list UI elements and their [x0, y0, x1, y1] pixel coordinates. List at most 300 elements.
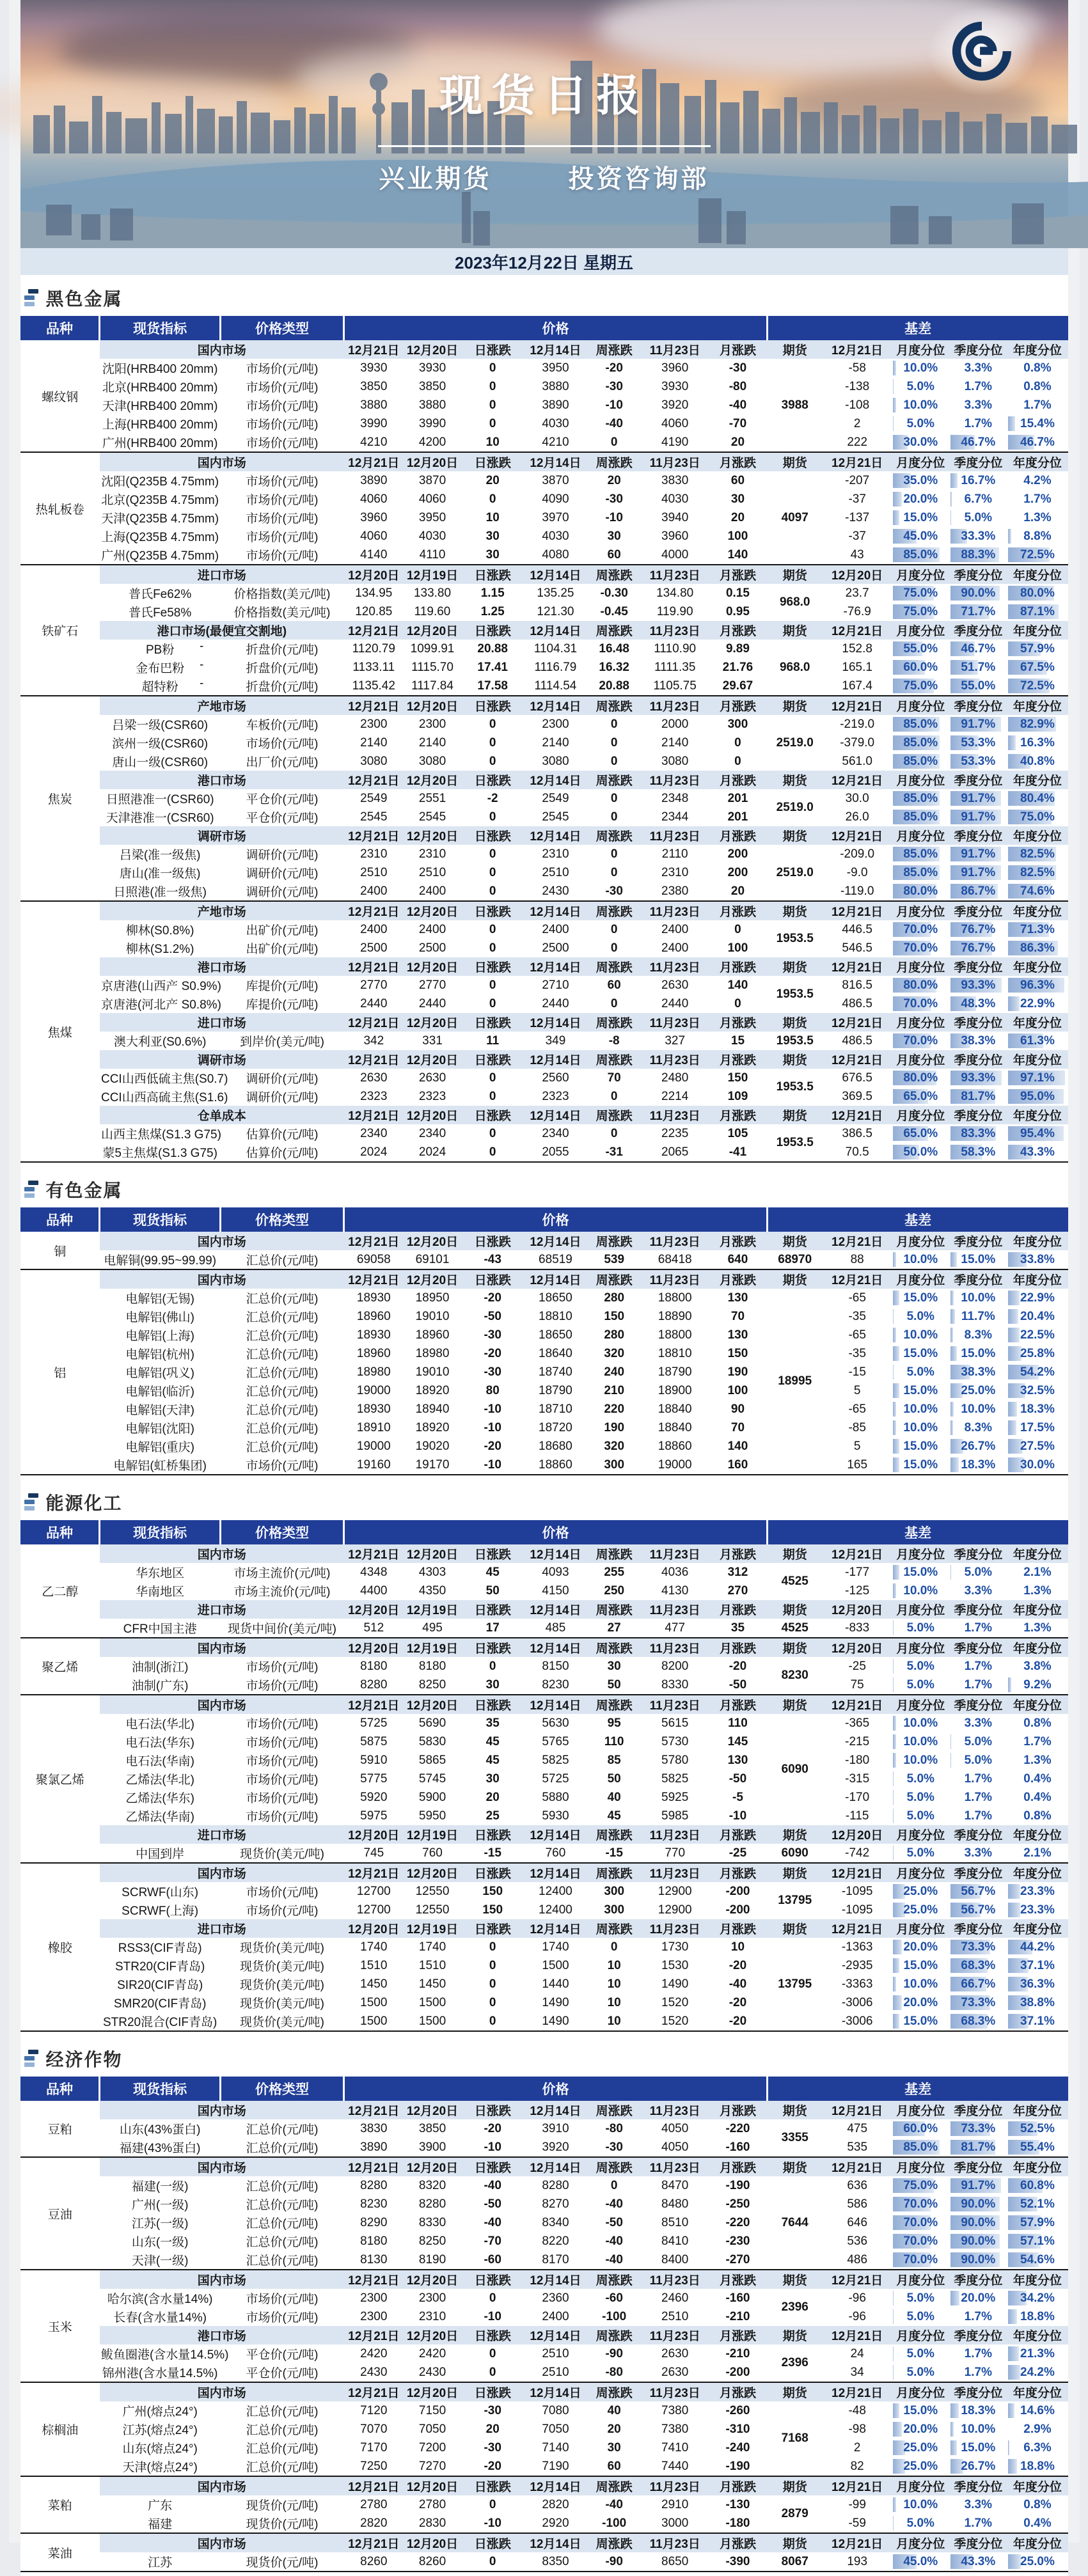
percentile-value: 22.9%: [1020, 1291, 1055, 1305]
month-change: 70: [709, 1418, 768, 1437]
percentile-value: 93.3%: [961, 978, 995, 992]
week-change: 320: [587, 1344, 642, 1363]
block-header-产地市场: [20, 696, 1068, 715]
block-col-11: 年度分位: [1007, 1638, 1068, 1657]
percentile-bar: [893, 2014, 899, 2029]
price-d1: 2323: [344, 1087, 404, 1106]
price-d14: 18790: [524, 1381, 587, 1400]
percentile-bar: [893, 416, 894, 431]
month-change: -390: [709, 2552, 768, 2572]
firm-name: 兴业期货: [379, 159, 492, 195]
week-change: 40: [587, 2401, 642, 2420]
price-d23: 18840: [642, 1418, 709, 1437]
week-change: -20: [587, 359, 642, 377]
block-col-11: 年度分位: [1007, 2476, 1068, 2495]
week-change: -50: [587, 2213, 642, 2232]
section-title: [23, 285, 1068, 311]
month-change: 640: [709, 1250, 768, 1269]
day-change: 25: [461, 1807, 524, 1825]
data-row: [20, 2552, 1068, 2572]
percentile-value: 45.0%: [903, 2555, 938, 2568]
yearly-percentile: [1007, 1418, 1068, 1437]
price-d1: 2780: [344, 2495, 404, 2514]
price-d2: 18980: [404, 1344, 461, 1363]
percentile-value: 5.0%: [907, 1846, 934, 1860]
price-d1: 12700: [344, 1901, 404, 1919]
price-d1: 3960: [344, 508, 404, 527]
block-col-11: 年度分位: [1007, 1863, 1068, 1882]
percentile-bar: [893, 1291, 899, 1305]
block-col-6: 月涨跌: [709, 1232, 768, 1250]
block-col-0: 12月21日: [344, 696, 404, 715]
quarterly-percentile: [949, 2552, 1007, 2572]
week-change: 0: [587, 939, 642, 957]
price-d23: 3960: [642, 359, 709, 377]
percentile-value: 70.0%: [903, 941, 938, 955]
market-label: 国内市场: [100, 2382, 344, 2401]
week-change: -40: [587, 2195, 642, 2213]
monthly-percentile: [892, 377, 949, 396]
price-d2: 19010: [404, 1363, 461, 1381]
day-change: -40: [461, 2213, 524, 2232]
variety-name: 乙二醇: [20, 1544, 100, 1638]
percentile-value: 1.7%: [965, 1772, 992, 1786]
block-col-7: 期货: [767, 1013, 823, 1032]
block-col-6: 月涨跌: [709, 2270, 768, 2289]
percentile-value: 57.9%: [1020, 642, 1055, 656]
block-col-2: 日涨跌: [461, 957, 524, 976]
block-col-2: 日涨跌: [461, 2157, 524, 2176]
price-d14: 18650: [524, 1326, 587, 1344]
percentile-bar: [950, 1565, 951, 1580]
month-change: 90: [709, 1400, 768, 1418]
month-change: -190: [709, 2176, 768, 2195]
price-d14: 4080: [524, 546, 587, 565]
day-change: -30: [461, 1363, 524, 1381]
block-col-2: 日涨跌: [461, 1919, 524, 1938]
indicator: 油制(广东): [100, 1676, 220, 1695]
price-d2: 1500: [404, 1993, 461, 2012]
monthly-percentile: [892, 1250, 949, 1269]
table-header-row: [20, 2077, 1068, 2101]
price-d23: 12900: [642, 1882, 709, 1901]
block-col-3: 12月14日: [524, 2270, 587, 2289]
week-change: 60: [587, 2457, 642, 2476]
quarterly-percentile: [949, 1069, 1007, 1087]
price-d2: 2510: [404, 863, 461, 882]
block-col-10: 季度分位: [949, 1050, 1007, 1069]
percentile-bar: [893, 361, 896, 375]
percentile-bar: [893, 1809, 894, 1823]
price-d14: 2340: [524, 1124, 587, 1143]
indicator: 电解铝(上海): [100, 1326, 220, 1344]
percentile-value: 85.0%: [903, 736, 938, 750]
price-d14: 7050: [524, 2420, 587, 2439]
percentile-value: 50.0%: [903, 1145, 938, 1159]
price-type: 市场价(元/吨): [220, 396, 343, 414]
block-col-7: 期货: [767, 2270, 823, 2289]
yearly-percentile: [1007, 994, 1068, 1013]
percentile-value: 0.8%: [1023, 361, 1051, 375]
price-d1: 18960: [344, 1307, 404, 1326]
price-d2: 8180: [404, 1657, 461, 1676]
block-col-0: 12月21日: [344, 1695, 404, 1714]
col-indicator: 现货指标: [100, 316, 220, 340]
week-change: 300: [587, 1456, 642, 1475]
yearly-percentile: [1007, 1400, 1068, 1418]
monthly-percentile: [892, 433, 949, 452]
futures-price: 2396: [767, 2289, 823, 2326]
percentile-value: 5.0%: [907, 2517, 934, 2530]
percentile-value: 0.8%: [1023, 380, 1051, 393]
percentile-value: 90.0%: [961, 2234, 995, 2248]
data-row: [20, 1069, 1068, 1087]
block-col-4: 周涨跌: [587, 771, 642, 789]
price-type: 价格指数(美元/吨): [220, 602, 343, 621]
block-col-1: 12月20日: [404, 2157, 461, 2176]
percentile-value: 75.0%: [903, 2179, 938, 2192]
basis-value: 486: [823, 2250, 892, 2270]
block-col-10: 季度分位: [949, 2270, 1007, 2289]
indicator: 山东(43%蛋白): [100, 2119, 220, 2138]
percentile-bar: [1008, 1309, 1018, 1324]
indicator: 福建(一级): [100, 2176, 220, 2195]
quarterly-percentile: [949, 584, 1007, 602]
indicator: 乙烯法(华南): [100, 1807, 220, 1825]
quarterly-percentile: [949, 1289, 1007, 1307]
quarterly-percentile: [949, 808, 1007, 826]
data-row: [20, 808, 1068, 826]
quarterly-percentile: [949, 2307, 1007, 2326]
percentile-value: 91.7%: [961, 2179, 995, 2192]
block-col-7: 期货: [767, 452, 823, 471]
percentile-value: 25.8%: [1020, 1347, 1055, 1360]
percentile-value: 1.3%: [1023, 511, 1051, 524]
month-change: 0: [709, 920, 768, 939]
price-d23: 2065: [642, 1143, 709, 1162]
percentile-value: 1.7%: [965, 1660, 992, 1673]
futures-price: 7644: [767, 2176, 823, 2270]
yearly-percentile: [1007, 508, 1068, 527]
price-d14: 4030: [524, 527, 587, 546]
percentile-value: 72.5%: [1020, 548, 1055, 562]
day-change: 0: [461, 490, 524, 508]
price-type: 汇总价(元/吨): [220, 2195, 343, 2213]
price-d1: 8230: [344, 2195, 404, 2213]
price-d23: 1110.90: [642, 640, 709, 658]
block-col-4: 周涨跌: [587, 901, 642, 920]
month-change: 201: [709, 789, 768, 808]
monthly-percentile: [892, 976, 949, 994]
price-d14: 8280: [524, 2176, 587, 2195]
week-change: -31: [587, 1143, 642, 1162]
percentile-value: 85.0%: [903, 810, 938, 824]
basis-value: -1363: [823, 1938, 892, 1956]
col-group-price: 价格: [344, 316, 768, 340]
price-d23: 8400: [642, 2250, 709, 2270]
percentile-value: 95.4%: [1020, 1127, 1055, 1140]
futures-price: 8067: [767, 2552, 823, 2572]
block-col-10: 季度分位: [949, 1600, 1007, 1619]
percentile-value: 81.7%: [961, 1090, 995, 1103]
block-col-10: 季度分位: [949, 565, 1007, 584]
section-能源化工: [20, 1489, 1068, 2036]
indicator: 澳大利亚(S0.6%): [100, 1032, 220, 1050]
block-col-1: 12月20日: [404, 957, 461, 976]
price-d14: 4093: [524, 1563, 587, 1582]
sections-container: [20, 285, 1068, 2576]
day-change: -10: [461, 2138, 524, 2157]
quarterly-percentile: [949, 920, 1007, 939]
month-change: 15: [709, 1032, 768, 1050]
yearly-percentile: [1007, 789, 1068, 808]
block-col-6: 月涨跌: [709, 826, 768, 845]
price-d1: 512: [344, 1619, 404, 1638]
quarterly-percentile: [949, 1956, 1007, 1975]
basis-value: -209.0: [823, 845, 892, 863]
block-col-8: 12月21日: [823, 901, 892, 920]
block-col-2: 日涨跌: [461, 2533, 524, 2552]
block-col-9: 月度分位: [892, 2382, 949, 2401]
block-col-0: 12月21日: [344, 1544, 404, 1563]
col-price-type: 价格类型: [220, 2077, 343, 2101]
monthly-percentile: [892, 882, 949, 901]
percentile-bar: [893, 1716, 896, 1731]
market-label: 国内市场: [100, 1232, 344, 1250]
price-d14: 18720: [524, 1418, 587, 1437]
yearly-percentile: [1007, 1289, 1068, 1307]
quarterly-percentile: [949, 1456, 1007, 1475]
block-col-11: 年度分位: [1007, 1544, 1068, 1563]
day-change: -10: [461, 1418, 524, 1437]
percentile-bar: [893, 2422, 902, 2437]
block-col-11: 年度分位: [1007, 2270, 1068, 2289]
price-d23: 8510: [642, 2213, 709, 2232]
market-label: 港口市场: [100, 2326, 344, 2344]
monthly-percentile: [892, 2363, 949, 2382]
day-change: 0: [461, 414, 524, 433]
month-change: -210: [709, 2307, 768, 2326]
price-d23: 2310: [642, 863, 709, 882]
yearly-percentile: [1007, 2119, 1068, 2138]
indicator: 普氏Fe58%: [100, 602, 220, 621]
percentile-bar: [893, 1958, 899, 1973]
block-col-8: 12月21日: [823, 1050, 892, 1069]
percentile-bar: [1008, 1884, 1020, 1899]
block-col-9: 月度分位: [892, 621, 949, 640]
percentile-value: 3.3%: [965, 1716, 992, 1730]
quarterly-percentile: [949, 1657, 1007, 1676]
block-col-10: 季度分位: [949, 1544, 1007, 1563]
basis-value: 475: [823, 2119, 892, 2138]
basis-value: 193: [823, 2552, 892, 2572]
price-d23: 3080: [642, 752, 709, 771]
percentile-value: 27.5%: [1020, 1440, 1055, 1453]
percentile-value: 52.1%: [1020, 2197, 1055, 2211]
price-d23: 8650: [642, 2552, 709, 2572]
week-change: -40: [587, 414, 642, 433]
week-change: 0: [587, 1124, 642, 1143]
col-group-price: 价格: [344, 1207, 768, 1232]
price-type: 市场价(元/吨): [220, 359, 343, 377]
percentile-value: 60.0%: [903, 661, 938, 674]
indicator: 超特粉 -: [100, 677, 220, 696]
price-d14: 2400: [524, 2307, 587, 2326]
block-col-8: 12月21日: [823, 2326, 892, 2344]
block-col-6: 月涨跌: [709, 2382, 768, 2401]
block-header-进口市场: [20, 1919, 1068, 1938]
price-type: 汇总价(元/吨): [220, 1363, 343, 1381]
block-col-5: 11月23日: [642, 1544, 709, 1563]
data-row: [20, 1844, 1068, 1863]
day-change: 20.88: [461, 640, 524, 658]
block-col-4: 周涨跌: [587, 1863, 642, 1882]
yearly-percentile: [1007, 1901, 1068, 1919]
basis-value: -85: [823, 1418, 892, 1437]
data-row: [20, 396, 1068, 414]
price-type: 现货价(美元/吨): [220, 2012, 343, 2031]
quarterly-percentile: [949, 602, 1007, 621]
block-col-7: 期货: [767, 1600, 823, 1619]
block-col-7: 期货: [767, 771, 823, 789]
yearly-percentile: [1007, 677, 1068, 696]
block-col-10: 季度分位: [949, 901, 1007, 920]
price-d1: 2400: [344, 920, 404, 939]
data-row: [20, 1657, 1068, 1676]
monthly-percentile: [892, 1087, 949, 1106]
price-d2: 4303: [404, 1563, 461, 1582]
block-col-4: 周涨跌: [587, 2476, 642, 2495]
percentile-value: 1.7%: [1023, 492, 1051, 506]
data-row: [20, 994, 1068, 1013]
yearly-percentile: [1007, 2307, 1068, 2326]
col-group-basis: 基差: [767, 2077, 1068, 2101]
basis-value: -76.9: [823, 602, 892, 621]
percentile-value: 6.3%: [1023, 2441, 1051, 2454]
section-有色金属: [20, 1177, 1068, 1479]
percentile-value: 10.0%: [961, 1291, 995, 1305]
price-d23: 1490: [642, 1975, 709, 1993]
price-d14: 7080: [524, 2401, 587, 2420]
block-col-6: 月涨跌: [709, 1638, 768, 1657]
percentile-value: 73.3%: [961, 1996, 995, 2009]
block-col-2: 日涨跌: [461, 1825, 524, 1844]
block-col-9: 月度分位: [892, 1106, 949, 1124]
month-change: 20: [709, 433, 768, 452]
week-change: 300: [587, 1901, 642, 1919]
price-type: 现货价(元/吨): [220, 2495, 343, 2514]
data-row: [20, 752, 1068, 771]
percentile-value: 75.0%: [1020, 810, 1055, 824]
yearly-percentile: [1007, 2289, 1068, 2307]
price-d2: 8330: [404, 2213, 461, 2232]
percentile-value: 34.2%: [1020, 2291, 1055, 2305]
percentile-value: 44.2%: [1020, 1940, 1055, 1954]
percentile-value: 5.0%: [907, 1310, 934, 1323]
price-d2: 5900: [404, 1788, 461, 1807]
day-change: 30: [461, 1676, 524, 1695]
basis-value: -177: [823, 1563, 892, 1582]
day-change: 0: [461, 396, 524, 414]
yearly-percentile: [1007, 1732, 1068, 1751]
basis-value: 5: [823, 1437, 892, 1456]
block-header-港口市场: [20, 2326, 1068, 2344]
monthly-percentile: [892, 640, 949, 658]
week-change: 0: [587, 920, 642, 939]
percentile-value: 3.3%: [965, 2498, 992, 2511]
indicator: 京唐港(河北产 S0.8%): [100, 994, 220, 1013]
indicator: 吕梁(准一级焦): [100, 845, 220, 863]
price-d1: 2630: [344, 1069, 404, 1087]
day-change: -20: [461, 1289, 524, 1307]
basis-value: 165.1: [823, 658, 892, 677]
futures-price: 7168: [767, 2401, 823, 2476]
price-type: 市场价(元/吨): [220, 2307, 343, 2326]
percentile-bar: [893, 1439, 899, 1454]
percentile-value: 70.0%: [903, 2253, 938, 2266]
price-type: 汇总价(元/吨): [220, 1250, 343, 1269]
block-col-2: 日涨跌: [461, 1050, 524, 1069]
basis-value: 82: [823, 2457, 892, 2476]
day-change: 17.58: [461, 677, 524, 696]
yearly-percentile: [1007, 976, 1068, 994]
percentile-value: 1.7%: [965, 1678, 992, 1692]
yearly-percentile: [1007, 640, 1068, 658]
indicator: 电解铜(99.95~99.99): [100, 1250, 220, 1269]
price-d1: 8260: [344, 2552, 404, 2572]
percentile-bar: [893, 1790, 894, 1805]
week-change: 190: [587, 1418, 642, 1437]
price-d1: 7120: [344, 2401, 404, 2420]
price-d14: 5630: [524, 1714, 587, 1732]
data-row: [20, 715, 1068, 734]
price-d1: 7250: [344, 2457, 404, 2476]
block-col-6: 月涨跌: [709, 957, 768, 976]
futures-price: 968.0: [767, 584, 823, 621]
price-d1: 8290: [344, 2213, 404, 2232]
block-col-2: 日涨跌: [461, 2270, 524, 2289]
price-type: 调研价(元/吨): [220, 1087, 343, 1106]
price-type: 市场价(元/吨): [220, 546, 343, 565]
quarterly-percentile: [949, 1975, 1007, 1993]
price-type: 汇总价(元/吨): [220, 1326, 343, 1344]
block-col-6: 月涨跌: [709, 771, 768, 789]
percentile-value: 33.8%: [1020, 1253, 1055, 1266]
price-d23: 3830: [642, 471, 709, 490]
percentile-value: 10.0%: [961, 2423, 995, 2436]
monthly-percentile: [892, 1456, 949, 1475]
percentile-value: 46.7%: [961, 642, 995, 656]
yearly-percentile: [1007, 359, 1068, 377]
block-col-11: 年度分位: [1007, 1695, 1068, 1714]
week-change: 0: [587, 994, 642, 1013]
monthly-percentile: [892, 1657, 949, 1676]
monthly-percentile: [892, 1732, 949, 1751]
price-d14: 8170: [524, 2250, 587, 2270]
week-change: 27: [587, 1619, 642, 1638]
percentile-bar: [950, 1328, 952, 1342]
percentile-bar: [1008, 2309, 1017, 2324]
monthly-percentile: [892, 715, 949, 734]
block-header-进口市场: [20, 1600, 1068, 1619]
quarterly-percentile: [949, 845, 1007, 863]
day-change: -40: [461, 2176, 524, 2195]
price-d1: 2300: [344, 715, 404, 734]
price-type: 汇总价(元/吨): [220, 2250, 343, 2270]
month-change: 9.89: [709, 640, 768, 658]
week-change: 240: [587, 1363, 642, 1381]
percentile-value: 60.8%: [1020, 2179, 1055, 2192]
